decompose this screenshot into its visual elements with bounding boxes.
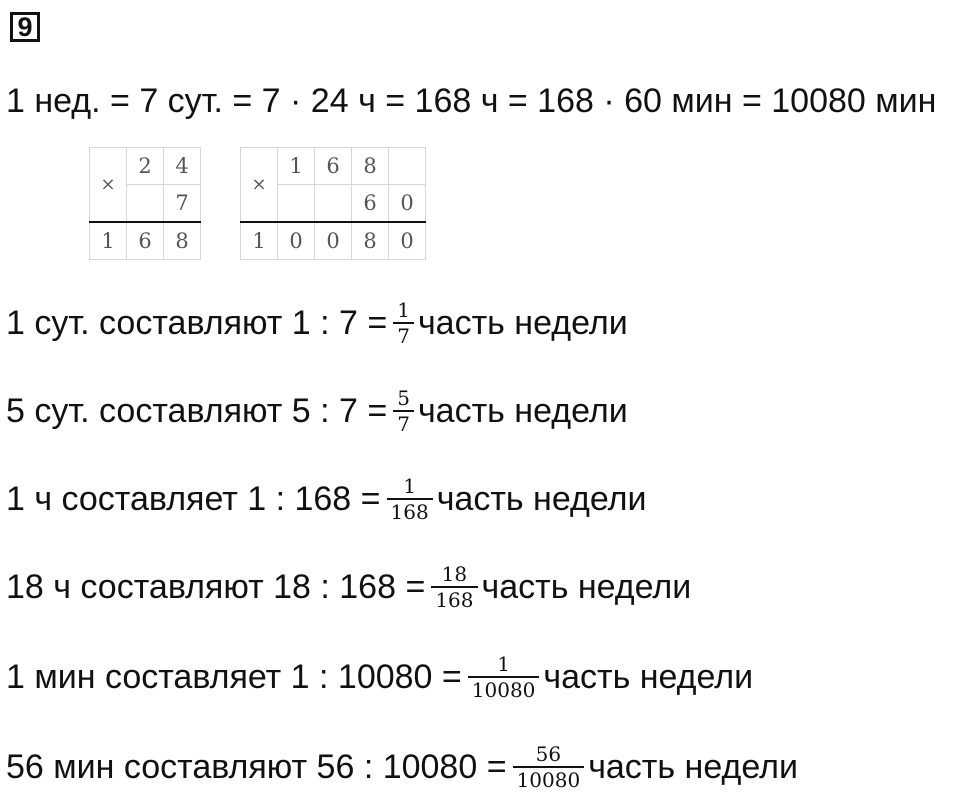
fraction-denominator: 7 [397,324,410,348]
conversion-line [6,82,936,121]
fraction-denominator: 10080 [471,678,536,702]
fraction-numerator: 18 [441,562,468,586]
column-multiplication-24x7 [89,147,201,260]
digit-cell [389,148,426,185]
fraction-line-suffix: часть недели [543,657,754,696]
digit-cell: 1 [278,148,315,185]
digit-cell: 8 [352,148,389,185]
multiply-sign: × [241,148,278,223]
digit-cell: 6 [315,148,352,185]
fraction-line [6,386,628,436]
result-digit-cell: 6 [127,222,164,260]
fraction-line-prefix: 56 мин составляют 56 : 10080 = [6,747,507,786]
fraction-numerator: 56 [535,742,562,766]
column-multiplication-168x60 [240,147,426,260]
result-digit-cell: 1 [90,222,127,260]
digit-cell [127,185,164,223]
fraction-line [6,562,691,612]
result-digit-cell: 0 [389,222,426,260]
fraction-line-prefix: 5 сут. составляют 5 : 7 = [6,391,388,430]
fraction-line [6,652,753,702]
fraction-line [6,298,628,348]
fraction-denominator: 168 [435,588,474,612]
fraction [513,742,585,792]
digit-cell: 6 [352,185,389,223]
digit-cell: 2 [127,148,164,185]
fraction-denominator: 7 [397,412,410,436]
fraction [431,562,477,612]
fraction-line-prefix: 1 сут. составляют 1 : 7 = [6,303,388,342]
fraction-numerator: 1 [497,652,510,676]
fraction-numerator: 1 [397,298,410,322]
fraction-numerator: 1 [403,474,416,498]
fraction-line-suffix: часть недели [588,747,798,786]
conversion-text: 1 нед. = 7 сут. = 7 · 24 ч = 168 ч = 168 · 60 мин = 10080 мин [6,82,937,120]
digit-cell: 0 [389,185,426,223]
digit-cell [315,185,352,223]
fraction-line [6,742,798,792]
fraction-line-suffix: часть недели [436,479,647,518]
result-digit-cell: 8 [164,222,201,260]
fraction-line [6,474,646,524]
digit-cell: 4 [164,148,201,185]
fraction [468,652,540,702]
fraction-line-suffix: часть недели [417,391,628,430]
fraction-denominator: 10080 [516,768,581,792]
result-digit-cell: 0 [278,222,315,260]
digit-cell: 7 [164,185,201,223]
result-digit-cell: 0 [315,222,352,260]
fraction [387,474,433,524]
result-digit-cell: 1 [241,222,278,260]
fraction [393,386,414,436]
fraction-line-prefix: 1 ч составляет 1 : 168 = [6,479,381,518]
fraction-numerator: 5 [397,386,410,410]
fraction-line-suffix: часть недели [417,303,628,342]
fraction-line-prefix: 1 мин составляет 1 : 10080 = [6,657,462,696]
fraction [393,298,414,348]
multiply-sign: × [90,148,127,223]
result-digit-cell: 8 [352,222,389,260]
fraction-line-suffix: часть недели [481,567,692,606]
task-number-box: 9 [10,12,40,42]
fraction-denominator: 168 [390,500,429,524]
fraction-line-prefix: 18 ч составляют 18 : 168 = [6,567,426,606]
digit-cell [278,185,315,223]
